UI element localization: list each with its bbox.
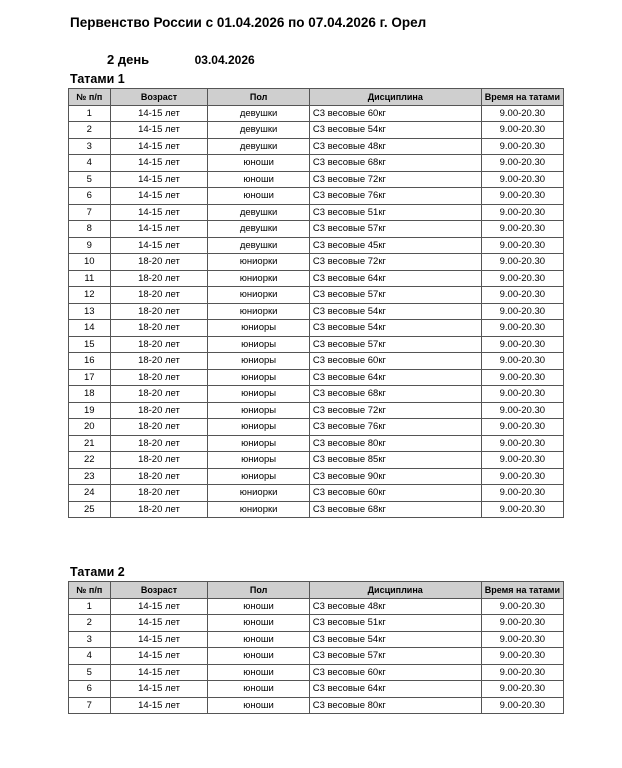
cell-age: 18-20 лет bbox=[110, 303, 208, 320]
cell-discipline: С3 весовые 57кг bbox=[309, 287, 481, 304]
cell-time: 9.00-20.30 bbox=[481, 485, 563, 502]
cell-time: 9.00-20.30 bbox=[481, 369, 563, 386]
cell-age: 18-20 лет bbox=[110, 336, 208, 353]
tatami-2-table bbox=[68, 581, 564, 714]
cell-gender: девушки bbox=[208, 105, 309, 122]
cell-time: 9.00-20.30 bbox=[481, 171, 563, 188]
cell-age: 14-15 лет bbox=[110, 598, 208, 615]
tatami-1-table bbox=[68, 88, 564, 518]
cell-discipline: С3 весовые 72кг bbox=[309, 254, 481, 271]
cell-age: 18-20 лет bbox=[110, 452, 208, 469]
cell-gender: юниоры bbox=[208, 435, 309, 452]
cell-discipline: С3 весовые 76кг bbox=[309, 188, 481, 205]
cell-number: 4 bbox=[69, 648, 111, 665]
cell-time: 9.00-20.30 bbox=[481, 631, 563, 648]
cell-number: 19 bbox=[69, 402, 111, 419]
table-row bbox=[69, 188, 564, 205]
cell-age: 14-15 лет bbox=[110, 664, 208, 681]
table-row bbox=[69, 353, 564, 370]
table-row bbox=[69, 105, 564, 122]
day-date: 03.04.2026 bbox=[194, 53, 255, 67]
table-row bbox=[69, 171, 564, 188]
day-label: 2 день bbox=[107, 52, 150, 67]
table-row bbox=[69, 452, 564, 469]
cell-time: 9.00-20.30 bbox=[481, 105, 563, 122]
cell-discipline: С3 весовые 64кг bbox=[309, 369, 481, 386]
table-row bbox=[69, 303, 564, 320]
cell-number: 12 bbox=[69, 287, 111, 304]
cell-age: 14-15 лет bbox=[110, 237, 208, 254]
cell-gender: девушки bbox=[208, 221, 309, 238]
table-row bbox=[69, 270, 564, 287]
cell-time: 9.00-20.30 bbox=[481, 648, 563, 665]
cell-discipline: С3 весовые 72кг bbox=[309, 171, 481, 188]
table-row bbox=[69, 336, 564, 353]
table-row bbox=[69, 287, 564, 304]
cell-time: 9.00-20.30 bbox=[481, 221, 563, 238]
cell-time: 9.00-20.30 bbox=[481, 287, 563, 304]
cell-discipline: С3 весовые 64кг bbox=[309, 681, 481, 698]
header-col-age: Возраст bbox=[110, 582, 208, 599]
cell-time: 9.00-20.30 bbox=[481, 697, 563, 714]
cell-age: 18-20 лет bbox=[110, 402, 208, 419]
cell-number: 9 bbox=[69, 237, 111, 254]
cell-gender: девушки bbox=[208, 237, 309, 254]
cell-discipline: С3 весовые 60кг bbox=[309, 485, 481, 502]
cell-gender: юноши bbox=[208, 664, 309, 681]
header-col-number: № п/п bbox=[69, 89, 111, 106]
cell-time: 9.00-20.30 bbox=[481, 336, 563, 353]
cell-time: 9.00-20.30 bbox=[481, 303, 563, 320]
table-header-row bbox=[69, 582, 564, 599]
cell-gender: юниорки bbox=[208, 501, 309, 518]
cell-number: 10 bbox=[69, 254, 111, 271]
tatami-2-title: Татами 2 bbox=[70, 565, 125, 579]
cell-discipline: С3 весовые 60кг bbox=[309, 353, 481, 370]
table-row bbox=[69, 598, 564, 615]
cell-time: 9.00-20.30 bbox=[481, 681, 563, 698]
cell-number: 2 bbox=[69, 615, 111, 632]
cell-number: 1 bbox=[69, 105, 111, 122]
cell-age: 18-20 лет bbox=[110, 468, 208, 485]
cell-gender: юниорки bbox=[208, 303, 309, 320]
cell-number: 1 bbox=[69, 598, 111, 615]
cell-age: 14-15 лет bbox=[110, 697, 208, 714]
day-header bbox=[107, 52, 255, 67]
cell-number: 5 bbox=[69, 664, 111, 681]
cell-gender: юниорки bbox=[208, 485, 309, 502]
cell-time: 9.00-20.30 bbox=[481, 468, 563, 485]
cell-age: 14-15 лет bbox=[110, 221, 208, 238]
cell-number: 3 bbox=[69, 138, 111, 155]
cell-discipline: С3 весовые 51кг bbox=[309, 204, 481, 221]
table-row bbox=[69, 631, 564, 648]
cell-age: 14-15 лет bbox=[110, 188, 208, 205]
cell-gender: юниоры bbox=[208, 369, 309, 386]
table-row bbox=[69, 204, 564, 221]
cell-discipline: С3 весовые 57кг bbox=[309, 336, 481, 353]
cell-time: 9.00-20.30 bbox=[481, 452, 563, 469]
cell-gender: юниоры bbox=[208, 468, 309, 485]
cell-age: 18-20 лет bbox=[110, 254, 208, 271]
cell-age: 14-15 лет bbox=[110, 204, 208, 221]
cell-number: 14 bbox=[69, 320, 111, 337]
header-col-discipline: Дисциплина bbox=[309, 582, 481, 599]
cell-number: 17 bbox=[69, 369, 111, 386]
cell-discipline: С3 весовые 72кг bbox=[309, 402, 481, 419]
cell-time: 9.00-20.30 bbox=[481, 270, 563, 287]
cell-age: 18-20 лет bbox=[110, 501, 208, 518]
cell-gender: юноши bbox=[208, 598, 309, 615]
cell-gender: юниорки bbox=[208, 270, 309, 287]
header-col-number: № п/п bbox=[69, 582, 111, 599]
cell-age: 14-15 лет bbox=[110, 122, 208, 139]
cell-discipline: С3 весовые 54кг bbox=[309, 303, 481, 320]
cell-gender: юниоры bbox=[208, 419, 309, 436]
cell-gender: девушки bbox=[208, 204, 309, 221]
table-header-row bbox=[69, 89, 564, 106]
cell-age: 14-15 лет bbox=[110, 681, 208, 698]
cell-age: 14-15 лет bbox=[110, 631, 208, 648]
cell-number: 11 bbox=[69, 270, 111, 287]
cell-number: 15 bbox=[69, 336, 111, 353]
cell-discipline: С3 весовые 48кг bbox=[309, 138, 481, 155]
cell-age: 18-20 лет bbox=[110, 369, 208, 386]
cell-time: 9.00-20.30 bbox=[481, 419, 563, 436]
cell-number: 6 bbox=[69, 188, 111, 205]
cell-discipline: С3 весовые 90кг bbox=[309, 468, 481, 485]
tatami-1-title: Татами 1 bbox=[70, 72, 125, 86]
cell-number: 5 bbox=[69, 171, 111, 188]
cell-time: 9.00-20.30 bbox=[481, 155, 563, 172]
cell-gender: юниоры bbox=[208, 353, 309, 370]
table-row bbox=[69, 697, 564, 714]
cell-discipline: С3 весовые 80кг bbox=[309, 697, 481, 714]
cell-age: 18-20 лет bbox=[110, 435, 208, 452]
cell-gender: юноши bbox=[208, 648, 309, 665]
table-row bbox=[69, 402, 564, 419]
cell-number: 6 bbox=[69, 681, 111, 698]
cell-time: 9.00-20.30 bbox=[481, 386, 563, 403]
cell-discipline: С3 весовые 68кг bbox=[309, 386, 481, 403]
header-col-age: Возраст bbox=[110, 89, 208, 106]
table-row bbox=[69, 615, 564, 632]
cell-age: 18-20 лет bbox=[110, 419, 208, 436]
cell-number: 8 bbox=[69, 221, 111, 238]
cell-age: 18-20 лет bbox=[110, 485, 208, 502]
cell-gender: девушки bbox=[208, 122, 309, 139]
cell-number: 7 bbox=[69, 204, 111, 221]
cell-time: 9.00-20.30 bbox=[481, 615, 563, 632]
cell-discipline: С3 весовые 85кг bbox=[309, 452, 481, 469]
cell-discipline: С3 весовые 76кг bbox=[309, 419, 481, 436]
cell-number: 16 bbox=[69, 353, 111, 370]
cell-gender: юниорки bbox=[208, 254, 309, 271]
cell-number: 20 bbox=[69, 419, 111, 436]
cell-gender: юноши bbox=[208, 188, 309, 205]
cell-number: 25 bbox=[69, 501, 111, 518]
cell-time: 9.00-20.30 bbox=[481, 188, 563, 205]
cell-age: 18-20 лет bbox=[110, 287, 208, 304]
cell-age: 18-20 лет bbox=[110, 320, 208, 337]
cell-time: 9.00-20.30 bbox=[481, 402, 563, 419]
cell-time: 9.00-20.30 bbox=[481, 138, 563, 155]
header-col-time: Время на татами bbox=[481, 582, 563, 599]
cell-time: 9.00-20.30 bbox=[481, 237, 563, 254]
cell-time: 9.00-20.30 bbox=[481, 320, 563, 337]
cell-gender: юноши bbox=[208, 155, 309, 172]
cell-number: 23 bbox=[69, 468, 111, 485]
cell-discipline: С3 весовые 64кг bbox=[309, 270, 481, 287]
table-row bbox=[69, 664, 564, 681]
cell-time: 9.00-20.30 bbox=[481, 254, 563, 271]
table-row bbox=[69, 320, 564, 337]
cell-age: 14-15 лет bbox=[110, 138, 208, 155]
cell-number: 13 bbox=[69, 303, 111, 320]
header-col-gender: Пол bbox=[208, 582, 309, 599]
cell-gender: юниоры bbox=[208, 320, 309, 337]
header-col-discipline: Дисциплина bbox=[309, 89, 481, 106]
cell-gender: юниоры bbox=[208, 402, 309, 419]
cell-gender: юноши bbox=[208, 631, 309, 648]
cell-discipline: С3 весовые 60кг bbox=[309, 664, 481, 681]
cell-discipline: С3 весовые 51кг bbox=[309, 615, 481, 632]
cell-gender: юноши bbox=[208, 171, 309, 188]
cell-age: 18-20 лет bbox=[110, 270, 208, 287]
table-row bbox=[69, 485, 564, 502]
table-row bbox=[69, 386, 564, 403]
table-row bbox=[69, 648, 564, 665]
cell-gender: девушки bbox=[208, 138, 309, 155]
cell-gender: юниоры bbox=[208, 386, 309, 403]
cell-age: 14-15 лет bbox=[110, 615, 208, 632]
cell-discipline: С3 весовые 48кг bbox=[309, 598, 481, 615]
cell-gender: юниоры bbox=[208, 336, 309, 353]
cell-number: 3 bbox=[69, 631, 111, 648]
cell-discipline: С3 весовые 54кг bbox=[309, 320, 481, 337]
table-row bbox=[69, 369, 564, 386]
cell-discipline: С3 весовые 68кг bbox=[309, 155, 481, 172]
cell-number: 4 bbox=[69, 155, 111, 172]
cell-time: 9.00-20.30 bbox=[481, 501, 563, 518]
cell-age: 14-15 лет bbox=[110, 648, 208, 665]
table-row bbox=[69, 155, 564, 172]
cell-time: 9.00-20.30 bbox=[481, 598, 563, 615]
table-row bbox=[69, 501, 564, 518]
cell-number: 24 bbox=[69, 485, 111, 502]
cell-number: 21 bbox=[69, 435, 111, 452]
table-row bbox=[69, 122, 564, 139]
header-col-time: Время на татами bbox=[481, 89, 563, 106]
cell-gender: юноши bbox=[208, 615, 309, 632]
table-row bbox=[69, 468, 564, 485]
cell-gender: юниоры bbox=[208, 452, 309, 469]
cell-number: 18 bbox=[69, 386, 111, 403]
table-row bbox=[69, 435, 564, 452]
cell-discipline: С3 весовые 57кг bbox=[309, 648, 481, 665]
cell-time: 9.00-20.30 bbox=[481, 353, 563, 370]
cell-discipline: С3 весовые 57кг bbox=[309, 221, 481, 238]
table-row bbox=[69, 681, 564, 698]
cell-discipline: С3 весовые 60кг bbox=[309, 105, 481, 122]
cell-gender: юноши bbox=[208, 681, 309, 698]
cell-age: 18-20 лет bbox=[110, 353, 208, 370]
cell-discipline: С3 весовые 68кг bbox=[309, 501, 481, 518]
table-row bbox=[69, 221, 564, 238]
cell-age: 14-15 лет bbox=[110, 171, 208, 188]
cell-discipline: С3 весовые 54кг bbox=[309, 631, 481, 648]
cell-number: 2 bbox=[69, 122, 111, 139]
cell-discipline: С3 весовые 80кг bbox=[309, 435, 481, 452]
table-row bbox=[69, 254, 564, 271]
document-title: Первенство России с 01.04.2026 по 07.04.2026 г. Орел bbox=[70, 15, 427, 30]
cell-discipline: С3 весовые 45кг bbox=[309, 237, 481, 254]
cell-time: 9.00-20.30 bbox=[481, 435, 563, 452]
header-col-gender: Пол bbox=[208, 89, 309, 106]
table-row bbox=[69, 419, 564, 436]
cell-age: 18-20 лет bbox=[110, 386, 208, 403]
cell-number: 7 bbox=[69, 697, 111, 714]
cell-number: 22 bbox=[69, 452, 111, 469]
cell-gender: юноши bbox=[208, 697, 309, 714]
cell-time: 9.00-20.30 bbox=[481, 204, 563, 221]
cell-discipline: С3 весовые 54кг bbox=[309, 122, 481, 139]
cell-gender: юниорки bbox=[208, 287, 309, 304]
cell-time: 9.00-20.30 bbox=[481, 122, 563, 139]
cell-time: 9.00-20.30 bbox=[481, 664, 563, 681]
table-row bbox=[69, 237, 564, 254]
table-row bbox=[69, 138, 564, 155]
cell-age: 14-15 лет bbox=[110, 155, 208, 172]
cell-age: 14-15 лет bbox=[110, 105, 208, 122]
